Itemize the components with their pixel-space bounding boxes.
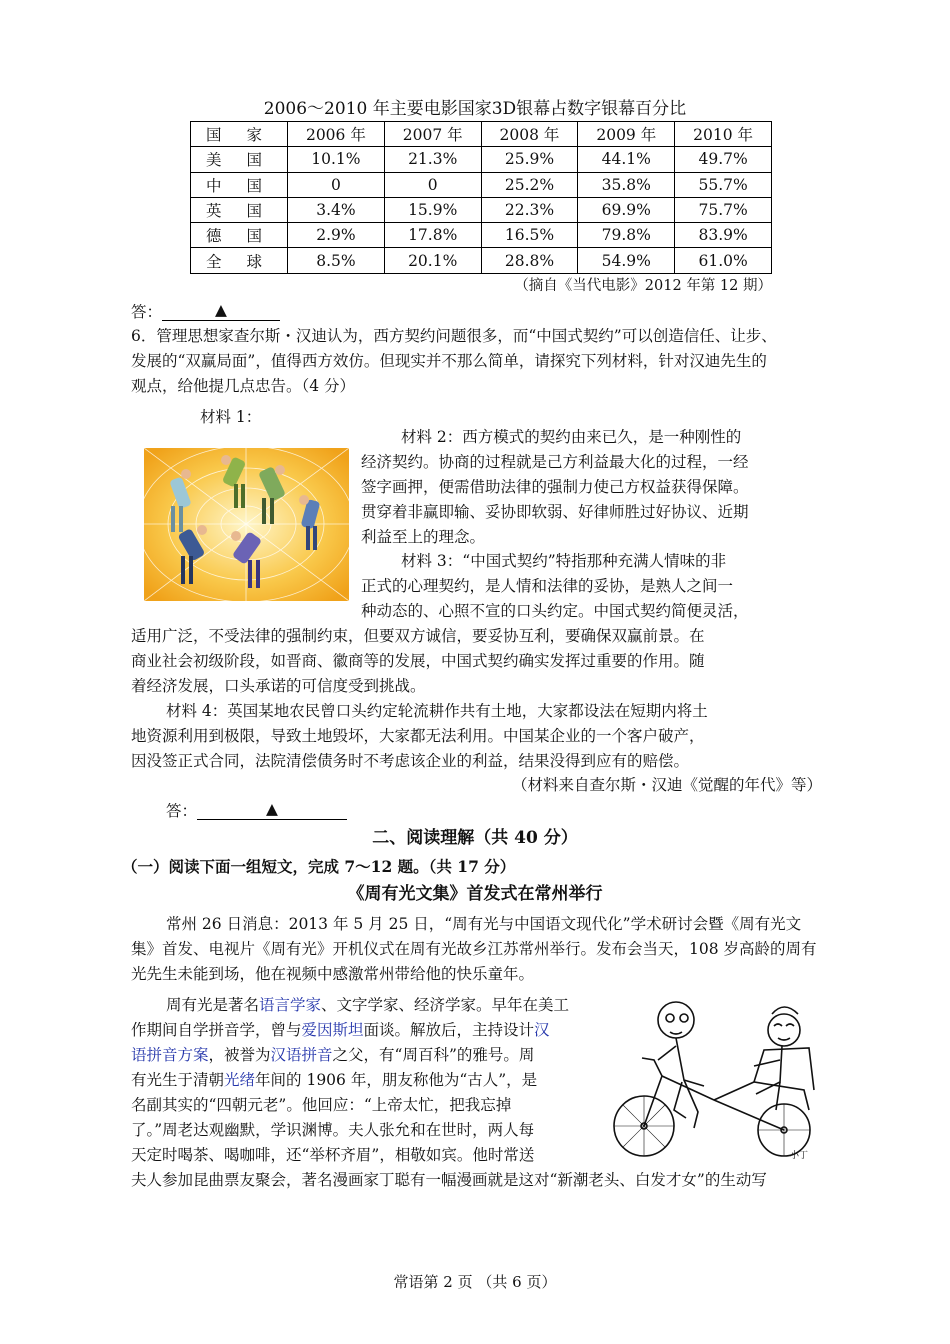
- article-p2-line-3: 语拼音方案，被誉为汉语拼音之父，有“周百科”的雅号。周: [131, 1046, 535, 1064]
- q6-line-3: 观点，给他提几点忠告。（4 分）: [131, 377, 356, 395]
- material-1-label: 材料 1：: [200, 408, 262, 426]
- material-3-line-6: 着经济发展，口头承诺的可信度受到挑战。: [131, 677, 426, 695]
- table-source: （摘自《当代电影》2012 年第 12 期）: [514, 278, 772, 294]
- table-header-cell: 2008 年: [481, 122, 578, 147]
- table-cell: 全 球: [191, 248, 288, 273]
- table-row: [191, 197, 772, 222]
- table-cell: 49.7%: [675, 147, 772, 172]
- table-row: [191, 223, 772, 248]
- table-cell: 79.8%: [578, 223, 675, 248]
- table-cell: 0: [288, 172, 385, 197]
- material-2-line-2: 经济契约。协商的过程就是己方利益最大化的过程，一经: [361, 453, 749, 471]
- percentage-table: [190, 121, 772, 274]
- table-header-cell: 2006 年: [288, 122, 385, 147]
- article-p2-line-2: 作期间自学拼音学，曾与爱因斯坦面谈。解放后，主持设计汉: [131, 1021, 550, 1039]
- answer-blank[interactable]: [162, 301, 280, 321]
- material-2-line-1: 材料 2：西方模式的契约由来已久，是一种刚性的: [401, 428, 742, 446]
- article-p1-line-2: 集》首发、电视片《周有光》开机仪式在周有光故乡江苏常州举行。发布会当天，108 岁高龄的周有: [131, 940, 817, 958]
- material-3-line-4: 适用广泛，不受法律的强制约束，但要双方诚信，要妥协互利，要确保双赢前景。在: [131, 627, 705, 645]
- article-p2-line-4: 有光生于清朝光绪年间的 1906 年，朋友称他为“古人”，是: [131, 1071, 538, 1089]
- table-cell: 17.8%: [384, 223, 481, 248]
- bowing-people-illustration: [144, 448, 349, 601]
- table-header-cell: 2010 年: [675, 122, 772, 147]
- table-header-cell: 国 家: [191, 122, 288, 147]
- table-row: [191, 147, 772, 172]
- table-cell: 3.4%: [288, 197, 385, 222]
- article-p2-line-5: 名副其实的“四朝元老”。他回应：“上帝太忙，把我忘掉: [131, 1096, 512, 1114]
- table-cell: 15.9%: [384, 197, 481, 222]
- material-4-line-2: 地资源利用到极限，导致土地毁坏，大家都无法利用。中国某企业的一个客户破产，: [131, 727, 705, 745]
- link-pinyin-scheme[interactable]: 语拼音方案: [131, 1046, 209, 1064]
- table-header-row: [191, 122, 772, 147]
- table-cell: 8.5%: [288, 248, 385, 273]
- table-cell: 16.5%: [481, 223, 578, 248]
- table-cell: 83.9%: [675, 223, 772, 248]
- table-cell: 21.3%: [384, 147, 481, 172]
- cartoon-signature: 小丁: [790, 1151, 809, 1161]
- table-cell: 69.9%: [578, 197, 675, 222]
- answer-marker: ▲: [215, 301, 227, 319]
- table-header-cell: 2007 年: [384, 122, 481, 147]
- material-source: （材料来自查尔斯・汉迪《觉醒的年代》等）: [511, 776, 822, 794]
- table-row: [191, 248, 772, 273]
- article-title: 《周有光文集》首发式在常州举行: [347, 884, 603, 904]
- table-title: 2006～2010 年主要电影国家3D银幕占数字银幕百分比: [263, 99, 687, 119]
- table-cell: 22.3%: [481, 197, 578, 222]
- table-cell: 35.8%: [578, 172, 675, 197]
- table-cell: 75.7%: [675, 197, 772, 222]
- table-cell: 61.0%: [675, 248, 772, 273]
- article-p2-line-7: 天定时喝茶、喝咖啡，还“举杯齐眉”，相敬如宾。他时常送: [131, 1146, 535, 1164]
- table-cell: 英 国: [191, 197, 288, 222]
- material-3-line-5: 商业社会初级阶段，如晋商、徽商等的发展，中国式契约确实发挥过重要的作用。随: [131, 652, 705, 670]
- section-2-title: 二、阅读理解（共 40 分）: [372, 828, 578, 848]
- material-4-line-3: 因没签正式合同，法院清偿债务时不考虑该企业的利益，结果没得到应有的赔偿。: [131, 752, 690, 770]
- tricycle-cartoon: [604, 990, 826, 1164]
- table-cell: 55.7%: [675, 172, 772, 197]
- table-cell: 0: [384, 172, 481, 197]
- table-cell: 54.9%: [578, 248, 675, 273]
- link-guangxu[interactable]: 光绪: [224, 1071, 256, 1089]
- table-cell: 中 国: [191, 172, 288, 197]
- table-cell: 25.2%: [481, 172, 578, 197]
- table-cell: 德 国: [191, 223, 288, 248]
- section-2-subtitle: （一）阅读下面一组短文，完成 7～12 题。（共 17 分）: [122, 857, 516, 876]
- material-3-line-2: 正式的心理契约，是人情和法律的妥协，是熟人之间一: [361, 577, 734, 595]
- link-pinyin-scheme-start[interactable]: 汉: [534, 1021, 550, 1039]
- material-3-line-3: 种动态的、心照不宣的口头约定。中国式契约简便灵活，: [361, 602, 749, 620]
- material-2-line-5: 利益至上的理念。: [361, 528, 486, 546]
- q6-line-1: 6．管理思想家查尔斯・汉迪认为，西方契约问题很多，而“中国式契约”可以创造信任、让步、: [131, 327, 777, 345]
- answer-blank[interactable]: [197, 800, 347, 820]
- table-header-cell: 2009 年: [578, 122, 675, 147]
- page-footer: 常语第 2 页 （共 6 页）: [393, 1273, 557, 1291]
- article-p1-line-3: 光先生未能到场，他在视频中感激常州带给他的快乐童年。: [131, 965, 535, 983]
- material-2-line-4: 贯穿着非赢即输、妥协即软弱、好律师胜过好协议、近期: [361, 503, 749, 521]
- answer-marker: ▲: [266, 800, 278, 818]
- material-4-line-1: 材料 4：英国某地农民曾口头约定轮流耕作共有土地，大家都设法在短期内将土: [166, 702, 708, 720]
- answer-line-2: [166, 802, 347, 822]
- link-einstein[interactable]: 爱因斯坦: [301, 1021, 364, 1039]
- table-cell: 10.1%: [288, 147, 385, 172]
- article-p2-line-1: 周有光是著名语言学家、文字学家、经济学家。早年在美工: [166, 996, 570, 1014]
- table-cell: 28.8%: [481, 248, 578, 273]
- table-cell: 20.1%: [384, 248, 481, 273]
- article-p1-line-1: 常州 26 日消息：2013 年 5 月 25 日，“周有光与中国语文现代化”学术研讨会暨《周有光文: [166, 915, 802, 933]
- article-p2-line-6: 了。”周老达观幽默，学识渊博。夫人张允和在世时，两人每: [131, 1121, 535, 1139]
- answer-label: 答：: [166, 802, 198, 820]
- article-p2-line-8: 夫人参加昆曲票友聚会，著名漫画家丁聪有一幅漫画就是这对“新潮老头、白发才女”的生动写: [131, 1171, 767, 1189]
- table-cell: 2.9%: [288, 223, 385, 248]
- answer-line-1: [131, 303, 280, 323]
- q6-line-2: 发展的“双赢局面”，值得西方效仿。但现实并不那么简单，请探究下列材料，针对汉迪先生的: [131, 352, 767, 370]
- material-3-line-1: 材料 3：“中国式契约”特指那种充满人情味的非: [401, 552, 727, 570]
- answer-label: 答：: [131, 303, 163, 321]
- table-cell: 44.1%: [578, 147, 675, 172]
- link-pinyin[interactable]: 汉语拼音: [270, 1046, 333, 1064]
- table-cell: 美 国: [191, 147, 288, 172]
- table-row: [191, 172, 772, 197]
- table-cell: 25.9%: [481, 147, 578, 172]
- material-2-line-3: 签字画押，便需借助法律的强制力使己方权益获得保障。: [361, 478, 749, 496]
- link-linguist[interactable]: 语言学家: [259, 996, 322, 1014]
